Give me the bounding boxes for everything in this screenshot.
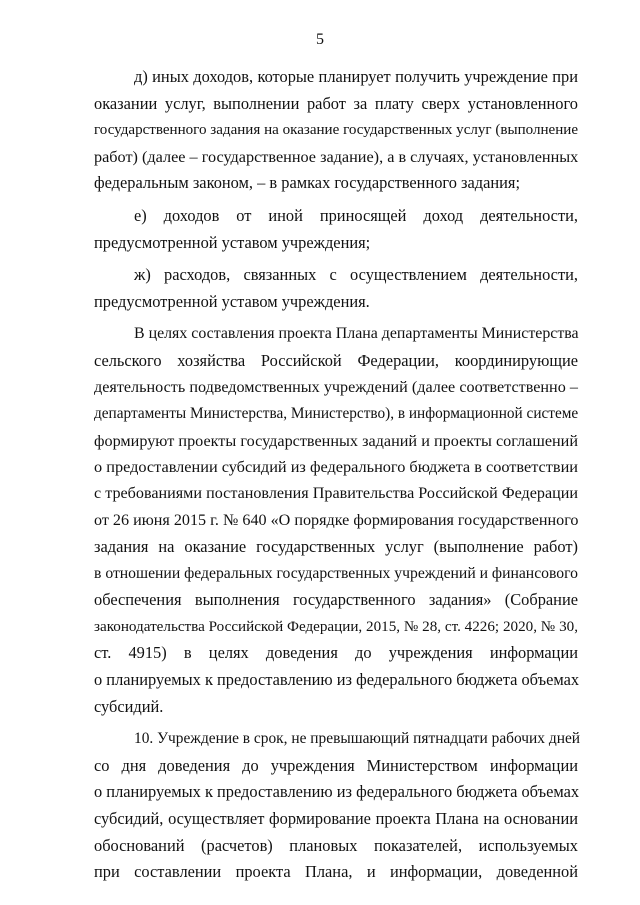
text-line: формируют проекты государственных заданий и проекты соглашений xyxy=(94,431,578,450)
paragraph-plan-preparation xyxy=(94,321,578,720)
paragraph-income-other xyxy=(94,64,578,197)
text-line: субсидий. xyxy=(94,696,164,716)
text-line: деятельность подведомственных учреждений (далее соответственно – xyxy=(94,378,578,396)
text-line: предусмотренной уставом учреждения; xyxy=(94,232,371,252)
text-line: д) иных доходов, которые планирует получить учреждение при xyxy=(134,67,578,86)
text-line: о планируемых к предоставлению из федерального бюджета объемах xyxy=(94,782,580,802)
text-line: государственного задания на оказание государственных услуг (выполнение xyxy=(94,122,578,139)
text-line: о предоставлении субсидий из федерального бюджета в соответствии xyxy=(94,457,578,477)
text-line: в отношении федеральных государственных учреждений и финансового xyxy=(94,564,578,582)
text-line: предусмотренной уставом учреждения. xyxy=(94,291,370,311)
text-line: оказании услуг, выполнении работ за плату сверх установленного xyxy=(94,93,578,113)
text-line: федеральным законом, – в рамках государственного задания; xyxy=(94,173,521,193)
text-line: обоснований (расчетов) плановых показателей, используемых xyxy=(94,835,578,855)
text-line: с требованиями постановления Правительства Российской Федерации xyxy=(94,484,578,502)
text-line: сельского хозяйства Российской Федерации, координирующие xyxy=(94,350,578,370)
paragraph-income-activity xyxy=(94,203,578,256)
text-line: ж) расходов, связанных с осуществлением деятельности, xyxy=(134,265,578,285)
text-line: В целях составления проекта Плана департаменты Министерства xyxy=(134,325,579,343)
text-line: при составлении проекта Плана, и информации, доведенной xyxy=(94,862,578,882)
text-line: о планируемых к предоставлению из федерального бюджета объемах xyxy=(94,670,580,690)
text-line: законодательства Российской Федерации, 2015, № 28, ст. 4226; 2020, № 30, xyxy=(94,618,578,635)
document-body xyxy=(94,64,581,886)
text-line: работ) (далее – государственное задание), а в случаях, установленных xyxy=(94,147,579,166)
text-line: задания на оказание государственных услуг (выполнение работ) xyxy=(94,537,578,557)
paragraph-item-10 xyxy=(94,726,581,886)
text-line: от 26 июня 2015 г. № 640 «О порядке формирования государственного xyxy=(94,511,579,529)
text-line: 10. Учреждение в срок, не превышающий пятнадцати рабочих дней xyxy=(134,730,581,748)
page-number: 5 xyxy=(316,31,324,48)
paragraph-expenses xyxy=(94,262,578,315)
text-line: департаменты Министерства, Министерство), в информационной системе xyxy=(94,405,579,423)
text-line: субсидий, осуществляет формирование проекта Плана на основании xyxy=(94,809,578,829)
text-line: е) доходов от иной приносящей доход деятельности, xyxy=(134,205,578,225)
text-line: со дня доведения до учреждения Министерством информации xyxy=(94,755,578,775)
text-line: ст. 4915) в целях доведения до учреждения информации xyxy=(94,643,578,663)
text-line: обеспечения выполнения государственного задания» (Собрание xyxy=(94,590,578,610)
